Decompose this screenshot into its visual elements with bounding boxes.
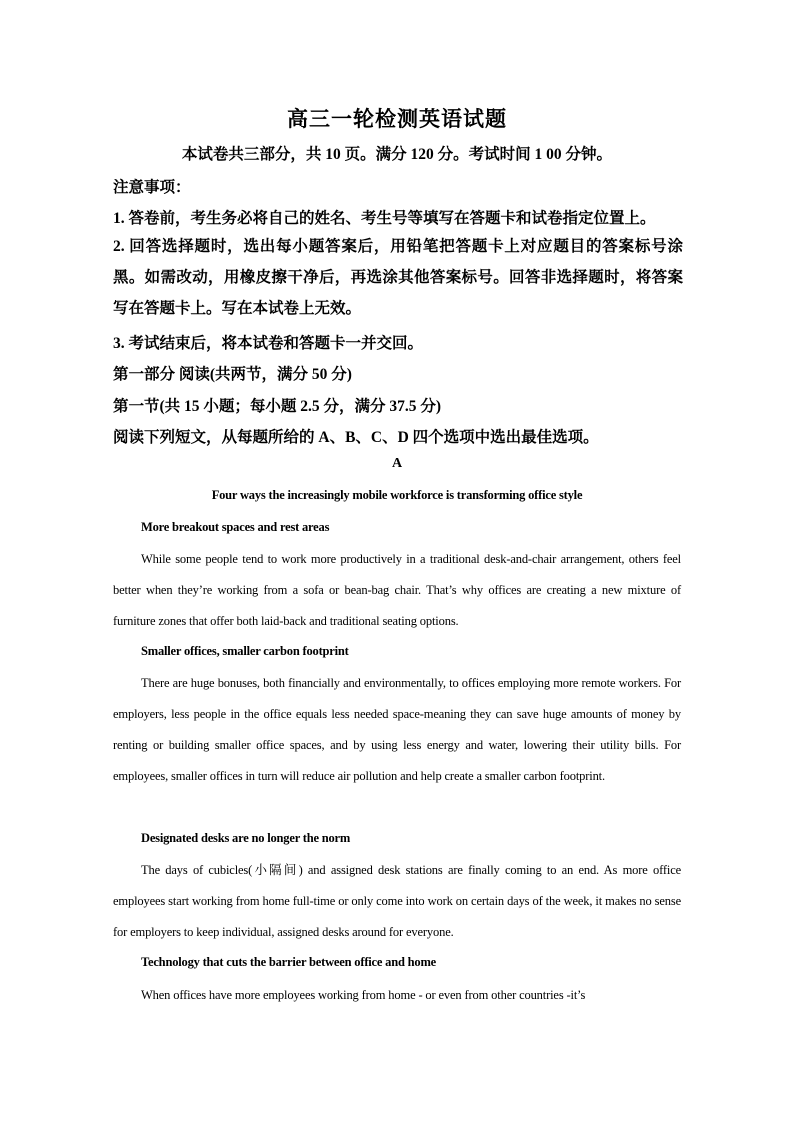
notice-item-3: 3. 考试结束后，将本试卷和答题卡一并交回。 xyxy=(113,335,424,352)
section-heading-1: More breakout spaces and rest areas xyxy=(141,520,330,534)
exam-subtitle: 本试卷共三部分，共 10 页。满分 120 分。考试时间 1 00 分钟。 xyxy=(181,146,613,163)
section-heading-2: Smaller offices, smaller carbon footprint xyxy=(141,644,349,658)
section-paragraph-3: The days of cubicles(小隔间) and assigned desk stations are finally coming to an end. As more office employees start working from home full-time or only come into work on certain days of the week, it makes no sense for employers to keep individual, assigned desks around for everyone. xyxy=(113,863,681,939)
passage-title: Four ways the increasingly mobile workforce is transforming office style xyxy=(211,488,583,502)
section-one-heading: 第一节(共 15 小题；每小题 2.5 分，满分 37.5 分) xyxy=(113,398,442,415)
section-paragraph-1: While some people tend to work more productively in a traditional desk-and-chair arrangement, others feel better when they’re working from a sofa or bean-bag chair. That’s why offices are creating a new mixture of furniture zones that offer both laid-back and traditional seating options. xyxy=(113,552,681,628)
reading-instruction: 阅读下列短文，从每题所给的 A、B、C、D 四个选项中选出最佳选项。 xyxy=(113,429,599,446)
section-heading-4: Technology that cuts the barrier between office and home xyxy=(141,955,437,969)
notice-item-2: 2. 回答选择题时，选出每小题答案后，用铅笔把答题卡上对应题目的答案标号涂黑。如需改动，用橡皮擦干净后，再选涂其他答案标号。回答非选择题时，将答案写在答题卡上。写在本试卷上无效。 xyxy=(113,238,683,317)
notice-label: 注意事项： xyxy=(113,179,191,196)
section-heading-3: Designated desks are no longer the norm xyxy=(141,831,351,845)
passage-label: A xyxy=(391,456,403,471)
exam-title: 高三一轮检测英语试题 xyxy=(287,107,507,131)
part-one-heading: 第一部分 阅读(共两节，满分 50 分) xyxy=(113,366,352,383)
section-paragraph-2: There are huge bonuses, both financially and environmentally, to offices employing more remote workers. For employers, less people in the office equals less needed space-meaning they can save huge amounts of money by renting or building smaller office spaces, and by using less energy and water, lowering their utility bills. For employees, smaller offices in turn will reduce air pollution and help create a smaller carbon footprint. xyxy=(113,676,681,783)
notice-item-1: 1. 答卷前，考生务必将自己的姓名、考生号等填写在答题卡和试卷指定位置上。 xyxy=(113,210,656,227)
section-paragraph-4: When offices have more employees working from home - or even from other countries -it’s xyxy=(141,988,586,1002)
